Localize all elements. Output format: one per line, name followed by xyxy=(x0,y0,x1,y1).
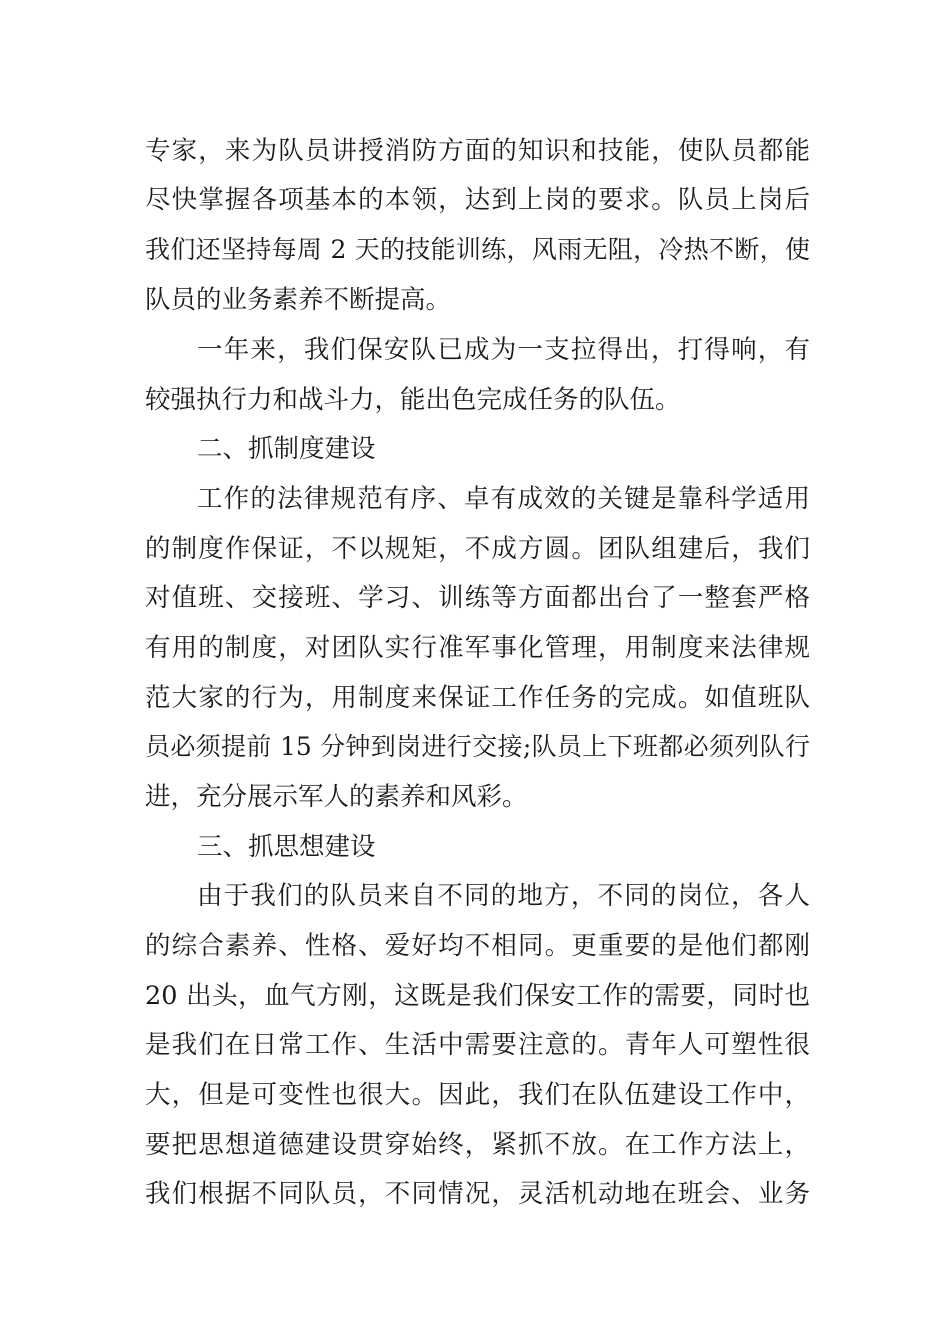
paragraph-line: 进，充分展示军人的素养和风彩。 xyxy=(145,782,528,812)
paragraph-line: 的制度作保证，不以规矩，不成方圆。团队组建后，我们 xyxy=(145,534,810,564)
paragraph-line: 由于我们的队员来自不同的地方，不同的岗位，各人 xyxy=(197,881,810,911)
section-heading: 二、抓制度建设 xyxy=(197,434,376,464)
paragraph-line: 尽快掌握各项基本的本领，达到上岗的要求。队员上岗后 xyxy=(145,185,810,215)
paragraph-line: 范大家的行为，用制度来保证工作任务的完成。如值班队 xyxy=(145,683,810,713)
paragraph-line: 要把思想道德建设贯穿始终，紧抓不放。在工作方法上， xyxy=(145,1130,810,1160)
section-heading: 三、抓思想建设 xyxy=(197,832,376,862)
paragraph-line: 有用的制度，对团队实行准军事化管理，用制度来法律规 xyxy=(145,633,810,663)
paragraph-line: 20 出头，血气方刚，这既是我们保安工作的需要，同时也 xyxy=(145,981,810,1011)
paragraph-line: 的综合素养、性格、爱好均不相同。更重要的是他们都刚 xyxy=(145,931,810,961)
paragraph-line: 一年来，我们保安队已成为一支拉得出，打得响，有 xyxy=(197,335,810,365)
paragraph-line: 对值班、交接班、学习、训练等方面都出台了一整套严格 xyxy=(145,583,810,613)
paragraph-line: 较强执行力和战斗力，能出色完成任务的队伍。 xyxy=(145,385,681,415)
paragraph-line: 专家，来为队员讲授消防方面的知识和技能，使队员都能 xyxy=(145,136,810,166)
paragraph-line: 工作的法律规范有序、卓有成效的关键是靠科学适用 xyxy=(197,484,810,514)
paragraph-line: 我们还坚持每周 2 天的技能训练，风雨无阻，冷热不断，使 xyxy=(145,235,810,264)
paragraph-line: 员必须提前 15 分钟到岗进行交接;队员上下班都必须列队行 xyxy=(145,732,810,761)
paragraph-line: 队员的业务素养不断提高。 xyxy=(145,285,452,315)
paragraph-line: 我们根据不同队员，不同情况，灵活机动地在班会、业务 xyxy=(145,1179,810,1209)
paragraph-line: 大，但是可变性也很大。因此，我们在队伍建设工作中， xyxy=(145,1080,810,1110)
paragraph-line: 是我们在日常工作、生活中需要注意的。青年人可塑性很 xyxy=(145,1030,810,1060)
